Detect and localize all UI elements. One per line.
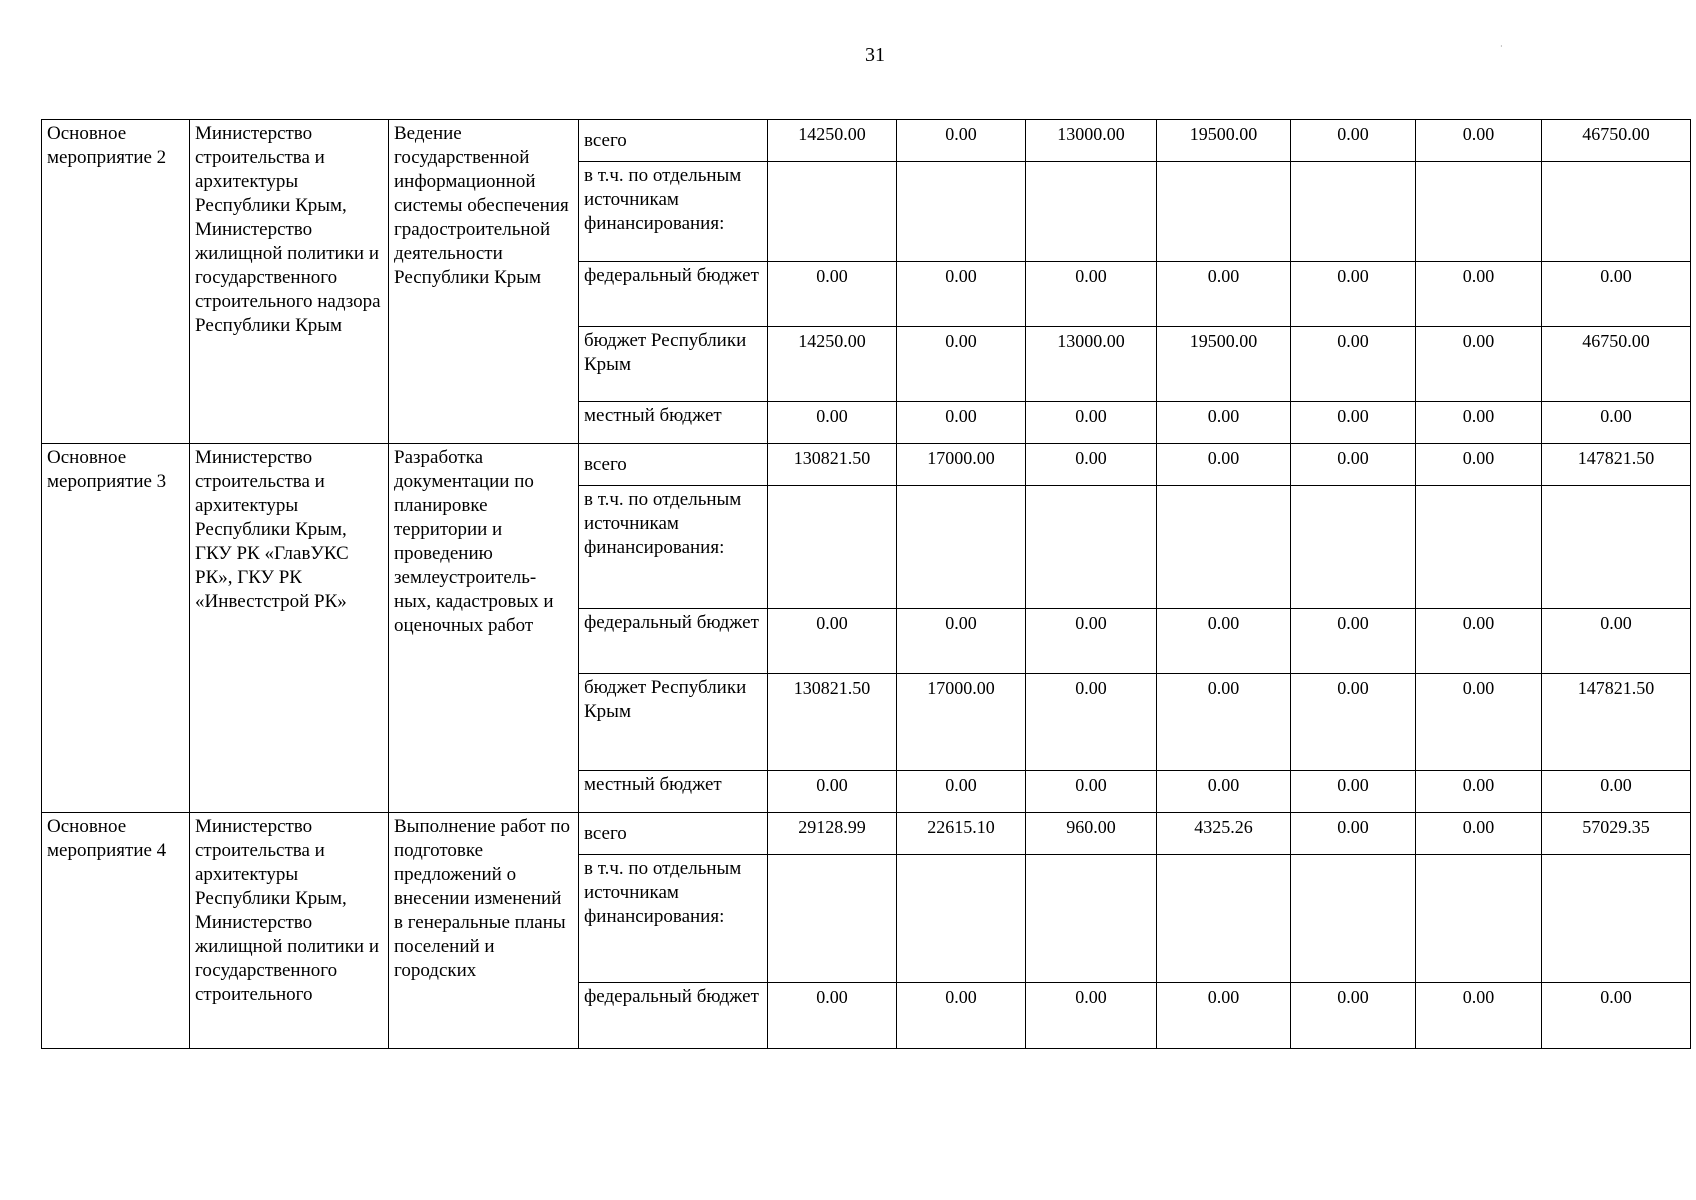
value-cell: 0.00: [1291, 120, 1416, 162]
total-value-cell: 147821.50: [1542, 674, 1691, 771]
value-cell: 0.00: [1026, 674, 1157, 771]
value-cell: [1416, 855, 1542, 983]
value-cell: [1157, 162, 1291, 262]
value-cell: 0.00: [1157, 262, 1291, 327]
funding-source-cell: местный бюджет: [579, 402, 768, 444]
total-value-cell: 57029.35: [1542, 813, 1691, 855]
value-cell: 0.00: [1026, 771, 1157, 813]
value-cell: [1026, 486, 1157, 609]
value-cell: 0.00: [1416, 262, 1542, 327]
value-cell: [1291, 855, 1416, 983]
value-cell: 0.00: [1291, 402, 1416, 444]
total-value-cell: [1542, 486, 1691, 609]
value-cell: 0.00: [1416, 444, 1542, 486]
value-cell: 0.00: [768, 771, 897, 813]
total-value-cell: 46750.00: [1542, 120, 1691, 162]
total-value-cell: 147821.50: [1542, 444, 1691, 486]
value-cell: [768, 486, 897, 609]
value-cell: 0.00: [1416, 120, 1542, 162]
value-cell: 0.00: [897, 983, 1026, 1049]
value-cell: [1416, 486, 1542, 609]
value-cell: 0.00: [1026, 983, 1157, 1049]
value-cell: [1416, 162, 1542, 262]
value-cell: 0.00: [1291, 609, 1416, 674]
funding-source-cell: всего: [579, 444, 768, 486]
value-cell: 19500.00: [1157, 120, 1291, 162]
value-cell: 14250.00: [768, 120, 897, 162]
value-cell: [1291, 162, 1416, 262]
funding-source-cell: в т.ч. по отдельным источникам финансирования:: [579, 855, 768, 983]
value-cell: 130821.50: [768, 444, 897, 486]
value-cell: 0.00: [1291, 444, 1416, 486]
funding-source-cell: федеральный бюджет: [579, 609, 768, 674]
executor-cell: Министерство строительства и архитектуры Республики Крым, Министерство жилищной политики и государственного строительного: [190, 813, 389, 1049]
value-cell: 0.00: [1026, 402, 1157, 444]
value-cell: 22615.10: [897, 813, 1026, 855]
table-row: [42, 120, 1691, 162]
value-cell: 13000.00: [1026, 120, 1157, 162]
value-cell: 0.00: [1291, 771, 1416, 813]
value-cell: 0.00: [1416, 327, 1542, 402]
value-cell: 0.00: [1026, 609, 1157, 674]
table-row: [42, 813, 1691, 855]
value-cell: 0.00: [1157, 444, 1291, 486]
value-cell: 0.00: [1416, 402, 1542, 444]
value-cell: [1026, 855, 1157, 983]
funding-source-cell: в т.ч. по отдельным источникам финансирования:: [579, 162, 768, 262]
value-cell: [768, 162, 897, 262]
value-cell: [1157, 855, 1291, 983]
value-cell: 0.00: [1157, 609, 1291, 674]
value-cell: 0.00: [1416, 771, 1542, 813]
value-cell: 0.00: [768, 609, 897, 674]
value-cell: 0.00: [1291, 262, 1416, 327]
value-cell: 0.00: [1291, 327, 1416, 402]
financing-table: [41, 119, 1691, 1049]
funding-source-cell: федеральный бюджет: [579, 262, 768, 327]
value-cell: 960.00: [1026, 813, 1157, 855]
value-cell: 0.00: [1291, 983, 1416, 1049]
value-cell: [897, 162, 1026, 262]
value-cell: 0.00: [768, 262, 897, 327]
value-cell: 130821.50: [768, 674, 897, 771]
value-cell: 29128.99: [768, 813, 897, 855]
value-cell: 4325.26: [1157, 813, 1291, 855]
value-cell: 0.00: [1157, 983, 1291, 1049]
total-value-cell: 0.00: [1542, 609, 1691, 674]
total-value-cell: 0.00: [1542, 402, 1691, 444]
value-cell: 0.00: [1291, 674, 1416, 771]
funding-source-cell: местный бюджет: [579, 771, 768, 813]
value-cell: 14250.00: [768, 327, 897, 402]
total-value-cell: 0.00: [1542, 771, 1691, 813]
funding-source-cell: бюджет Республики Крым: [579, 674, 768, 771]
value-cell: 0.00: [1416, 983, 1542, 1049]
value-cell: [897, 855, 1026, 983]
table-body: [42, 120, 1691, 1049]
activity-cell: Разработка документации по планировке территории и проведению землеустроитель-ных, кадастровых и оценочных работ: [389, 444, 579, 813]
value-cell: [768, 855, 897, 983]
value-cell: 13000.00: [1026, 327, 1157, 402]
value-cell: 0.00: [1416, 609, 1542, 674]
total-value-cell: 0.00: [1542, 262, 1691, 327]
value-cell: 0.00: [897, 262, 1026, 327]
activity-cell: Ведение государственной информационной системы обеспечения градостроительной деятельности Республики Крым: [389, 120, 579, 444]
value-cell: 17000.00: [897, 444, 1026, 486]
total-value-cell: 46750.00: [1542, 327, 1691, 402]
value-cell: 0.00: [1157, 674, 1291, 771]
value-cell: 0.00: [1416, 674, 1542, 771]
value-cell: [897, 486, 1026, 609]
funding-source-cell: в т.ч. по отдельным источникам финансирования:: [579, 486, 768, 609]
value-cell: [1157, 486, 1291, 609]
executor-cell: Министерство строительства и архитектуры Республики Крым, ГКУ РК «ГлавУКС РК», ГКУ РК «Инвестстрой РК»: [190, 444, 389, 813]
total-value-cell: 0.00: [1542, 983, 1691, 1049]
value-cell: 17000.00: [897, 674, 1026, 771]
activity-cell: Выполнение работ по подготовке предложений о внесении изменений в генеральные планы поселений и городских: [389, 813, 579, 1049]
funding-source-cell: федеральный бюджет: [579, 983, 768, 1049]
value-cell: 0.00: [897, 402, 1026, 444]
value-cell: 0.00: [1157, 771, 1291, 813]
executor-cell: Министерство строительства и архитектуры Республики Крым, Министерство жилищной политики и государственного строительного надзора Республики Крым: [190, 120, 389, 444]
value-cell: 0.00: [768, 402, 897, 444]
funding-source-cell: всего: [579, 120, 768, 162]
value-cell: 19500.00: [1157, 327, 1291, 402]
measure-name-cell: Основное мероприятие 2: [42, 120, 190, 444]
value-cell: 0.00: [897, 609, 1026, 674]
value-cell: 0.00: [1157, 402, 1291, 444]
value-cell: 0.00: [1026, 444, 1157, 486]
funding-source-cell: бюджет Республики Крым: [579, 327, 768, 402]
value-cell: 0.00: [1416, 813, 1542, 855]
value-cell: 0.00: [897, 327, 1026, 402]
value-cell: 0.00: [768, 983, 897, 1049]
total-value-cell: [1542, 855, 1691, 983]
value-cell: 0.00: [1291, 813, 1416, 855]
table-row: [42, 444, 1691, 486]
total-value-cell: [1542, 162, 1691, 262]
value-cell: 0.00: [1026, 262, 1157, 327]
value-cell: 0.00: [897, 120, 1026, 162]
value-cell: [1026, 162, 1157, 262]
measure-name-cell: Основное мероприятие 3: [42, 444, 190, 813]
page-number: 31: [865, 44, 885, 66]
funding-source-cell: всего: [579, 813, 768, 855]
scan-mark: ·: [1500, 42, 1503, 51]
value-cell: [1291, 486, 1416, 609]
measure-name-cell: Основное мероприятие 4: [42, 813, 190, 1049]
value-cell: 0.00: [897, 771, 1026, 813]
